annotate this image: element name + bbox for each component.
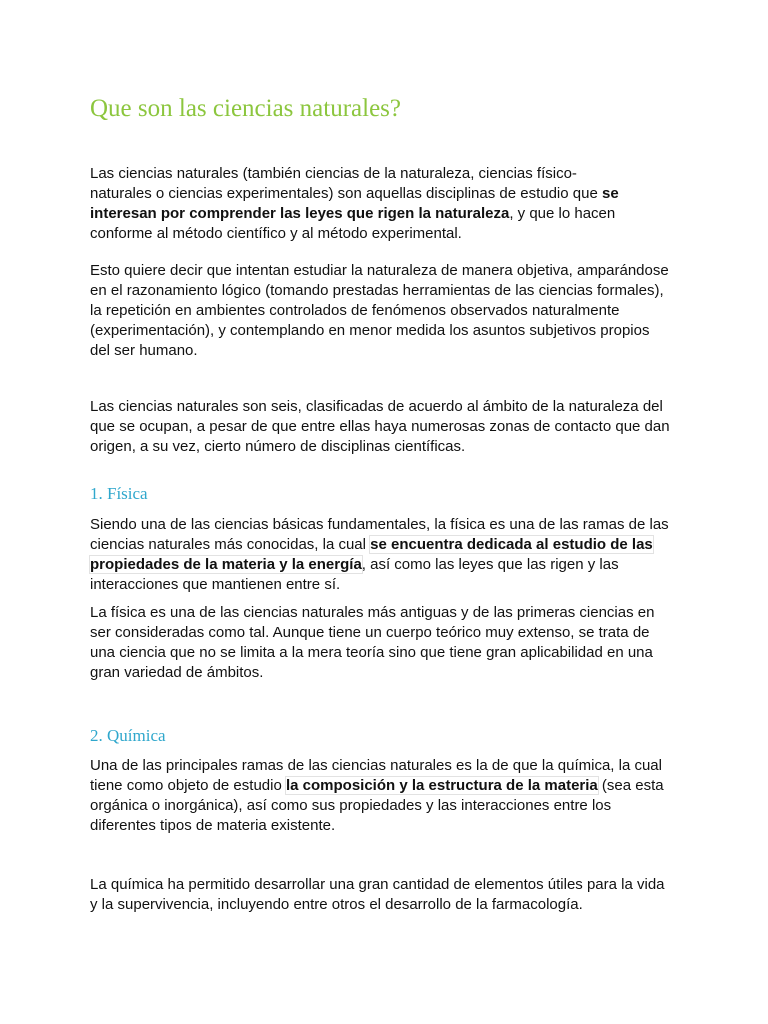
fisica-paragraph-2 [90,603,654,683]
text-line: Siendo una de las ciencias básicas fundamentales, la física es una de las ramas de las [90,516,669,533]
text-line: naturales o ciencias experimentales) son aquellas disciplinas de estudio que [90,185,602,202]
text-line: Esto quiere decir que intentan estudiar la naturaleza de manera objetiva, amparándose [90,262,669,279]
page-title: Que son las ciencias naturales? [90,95,401,122]
highlighted-text: propiedades de la materia y la energía [90,556,362,573]
text-line: (sea esta [597,777,664,794]
bold-text: interesan por comprender las leyes que rigen la naturaleza [90,205,510,222]
text-line: tiene como objeto de estudio [90,777,286,794]
text-line: y la supervivencia, incluyendo entre otros el desarrollo de la farmacología. [90,896,583,913]
intro-paragraph-2 [90,261,669,361]
text-line: ser consideradas como tal. Aunque tiene un cuerpo teórico muy extenso, se trata de [90,624,650,641]
text-line: Las ciencias naturales son seis, clasificadas de acuerdo al ámbito de la naturaleza del [90,398,663,415]
section-heading-quimica: 2. Química [90,726,166,745]
text-line: que se ocupan, a pesar de que entre ellas haya numerosas zonas de contacto que dan [90,418,670,435]
text-line: conforme al método científico y al método experimental. [90,225,462,242]
highlighted-text: se encuentra dedicada al estudio de las [370,536,653,553]
text-line: del ser humano. [90,342,198,359]
text-line: Una de las principales ramas de las ciencias naturales es la de que la química, la cual [90,757,662,774]
quimica-paragraph-1 [90,756,664,836]
text-line: , y que lo hacen [509,205,616,222]
text-line: en el razonamiento lógico (tomando prestadas herramientas de las ciencias formales), [90,282,664,299]
text-line: Las ciencias naturales (también ciencias de la naturaleza, ciencias físico- [90,165,577,182]
text-line: La física es una de las ciencias naturales más antiguas y de las primeras ciencias en [90,604,655,621]
quimica-paragraph-2 [90,875,665,915]
text-line: una ciencia que no se limita a la mera teoría sino que tiene gran aplicabilidad en una [90,644,653,661]
intro-paragraph-1 [90,164,619,244]
intro-paragraph-3 [90,397,670,457]
text-line: diferentes tipos de materia existente. [90,817,336,834]
highlighted-text: la composición y la estructura de la materia [285,777,598,794]
text-line: La química ha permitido desarrollar una gran cantidad de elementos útiles para la vida [90,876,665,893]
text-line: (experimentación), y contemplando en menor medida los asuntos subjetivos propios [90,322,650,339]
fisica-paragraph-1 [90,515,669,595]
text-line: orgánica o inorgánica), así como sus propiedades y las interacciones entre los [90,797,612,814]
text-line: , así como las leyes que las rigen y las [361,556,619,573]
text-line: origen, a su vez, cierto número de disciplinas científicas. [90,438,466,455]
section-heading-fisica: 1. Física [90,484,148,503]
text-line: la repetición en ambientes controlados de fenómenos observados naturalmente [90,302,620,319]
text-line: ciencias naturales más conocidas, la cual [90,536,371,553]
text-line: gran variedad de ámbitos. [90,664,264,681]
text-line: interacciones que mantienen entre sí. [90,576,341,593]
bold-text: se [601,185,619,202]
